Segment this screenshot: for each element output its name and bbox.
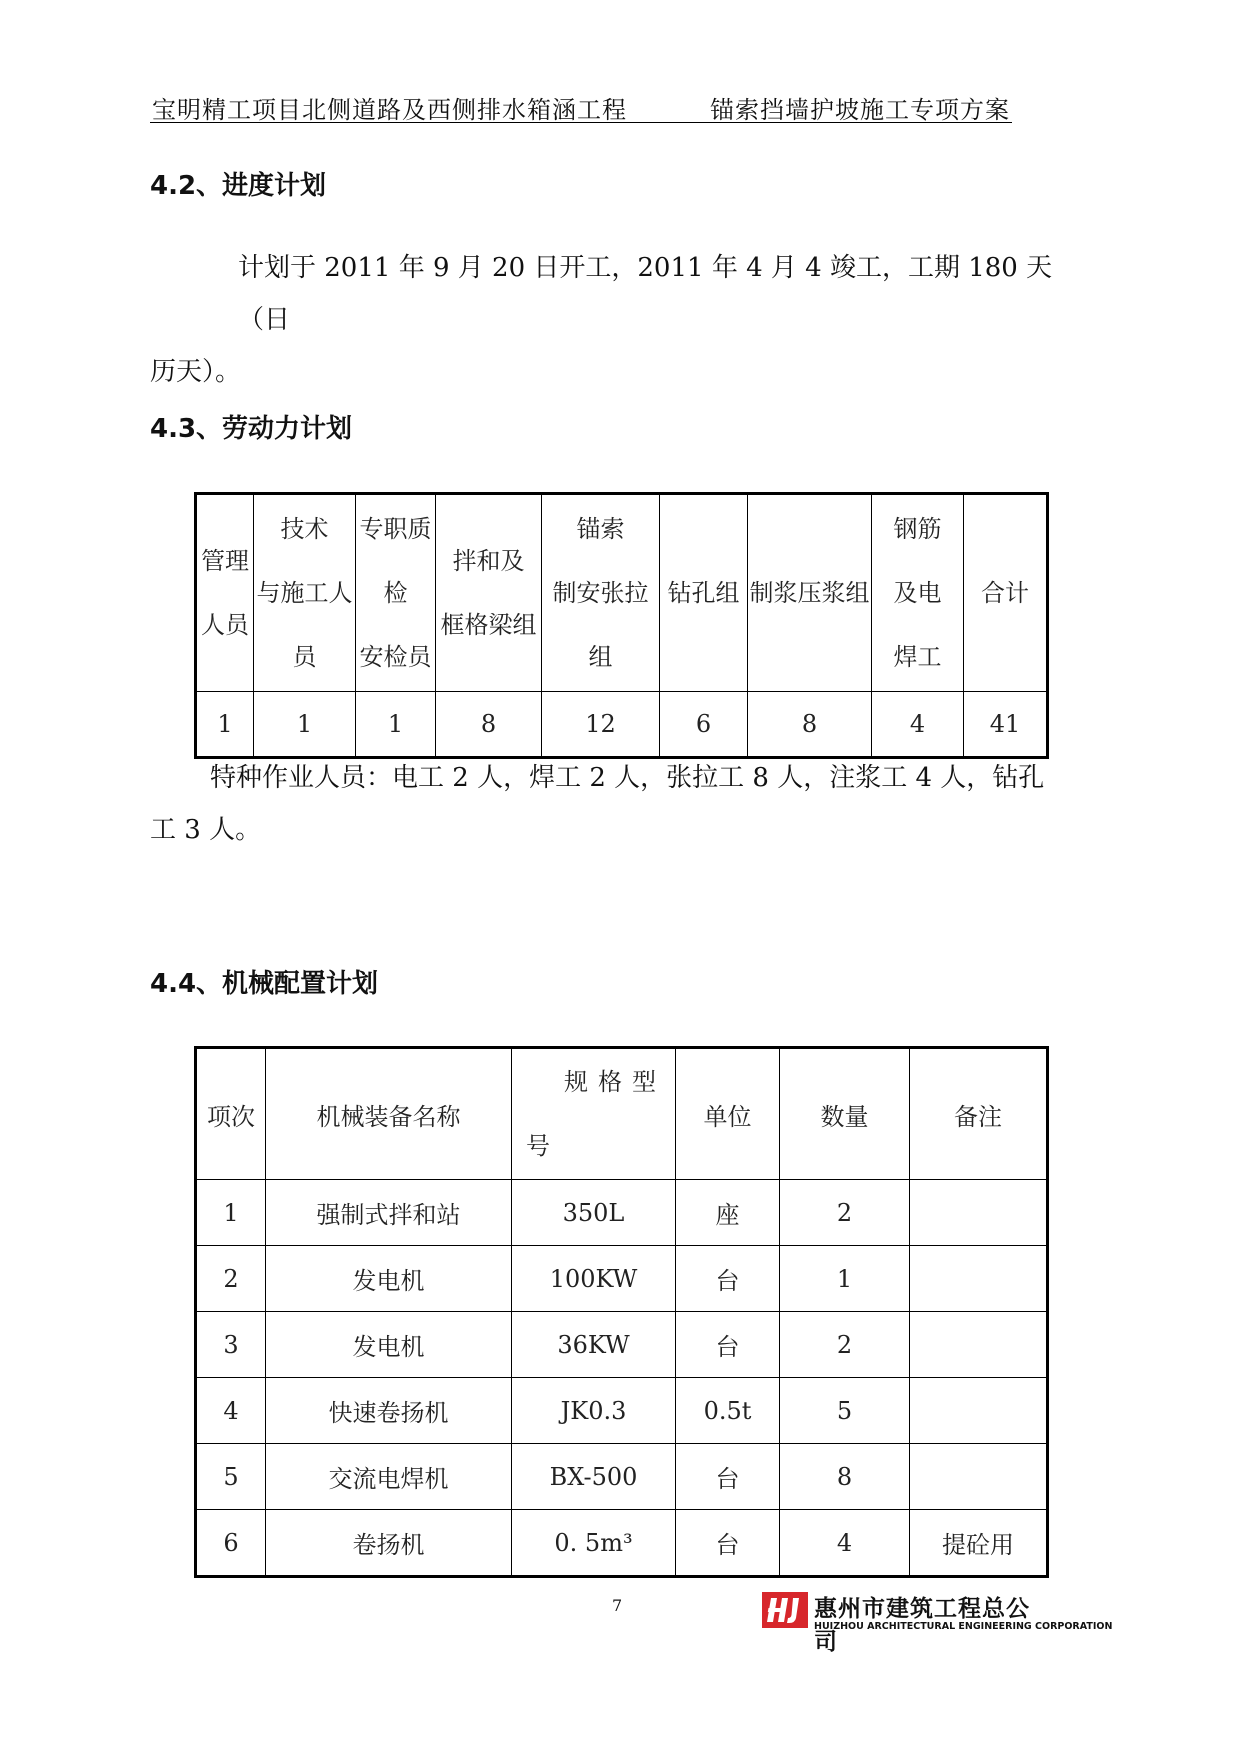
equipment-unit: 台	[676, 1510, 780, 1577]
equipment-header-remark: 备注	[910, 1048, 1048, 1180]
equipment-header-index: 项次	[196, 1048, 266, 1180]
schedule-text-line1: 计划于 2011 年 9 月 20 日开工，2011 年 4 月 4 竣工，工期 180 天（日	[238, 253, 1053, 335]
equipment-remark	[910, 1378, 1048, 1444]
equipment-unit: 0.5t	[676, 1378, 780, 1444]
labor-plan-table	[194, 492, 1049, 759]
table-row	[196, 1246, 1048, 1312]
labor-value-drilling: 6	[660, 692, 748, 758]
equipment-qty: 8	[780, 1444, 910, 1510]
labor-col-anchor-tension: 锚索 制安张拉 组	[542, 494, 660, 692]
labor-value-anchor-tension: 12	[542, 692, 660, 758]
labor-value-total: 41	[964, 692, 1048, 758]
equipment-qty: 2	[780, 1312, 910, 1378]
labor-col-rebar-welding: 钢筋 及电 焊工	[872, 494, 964, 692]
equipment-name: 发电机	[266, 1312, 512, 1378]
table-row	[196, 1378, 1048, 1444]
labor-value-row	[196, 692, 1048, 758]
equipment-name: 卷扬机	[266, 1510, 512, 1577]
equipment-spec: 36KW	[512, 1312, 676, 1378]
equipment-header-name: 机械装备名称	[266, 1048, 512, 1180]
schedule-paragraph	[150, 242, 1090, 398]
equipment-header-qty: 数量	[780, 1048, 910, 1180]
equipment-index: 4	[196, 1378, 266, 1444]
equipment-qty: 2	[780, 1180, 910, 1246]
table-row	[196, 1312, 1048, 1378]
equipment-unit: 台	[676, 1312, 780, 1378]
labor-header-row	[196, 494, 1048, 692]
company-name-en: HUIZHOU ARCHITECTURAL ENGINEERING CORPORATION	[814, 1621, 1113, 1632]
equipment-spec: BX-500	[512, 1444, 676, 1510]
labor-col-management: 管理 人员	[196, 494, 254, 692]
labor-note-line1: 特种作业人员：电工 2 人，焊工 2 人，张拉工 8 人，注浆工 4 人，钻孔	[210, 763, 1045, 793]
equipment-qty: 4	[780, 1510, 910, 1577]
labor-col-inspector: 专职质 检 安检员	[356, 494, 436, 692]
equipment-remark	[910, 1246, 1048, 1312]
labor-value-inspector: 1	[356, 692, 436, 758]
labor-note	[150, 752, 1090, 856]
heading-equipment: 4.4、机械配置计划	[150, 969, 379, 999]
equipment-unit: 台	[676, 1246, 780, 1312]
company-logo	[762, 1590, 1113, 1655]
page-number: 7	[612, 1596, 623, 1615]
equipment-name: 交流电焊机	[266, 1444, 512, 1510]
table-row	[196, 1180, 1048, 1246]
company-logo-icon	[762, 1590, 808, 1630]
equipment-qty: 1	[780, 1246, 910, 1312]
labor-value-mixing-beam: 8	[436, 692, 542, 758]
labor-value-management: 1	[196, 692, 254, 758]
labor-col-mixing-beam: 拌和及 框格梁组	[436, 494, 542, 692]
labor-col-drilling: 钻孔组	[660, 494, 748, 692]
page-header	[150, 90, 1012, 123]
heading-labor: 4.3、劳动力计划	[150, 414, 353, 444]
labor-col-grouting: 制浆压浆组	[748, 494, 872, 692]
table-row	[196, 1510, 1048, 1577]
equipment-remark	[910, 1312, 1048, 1378]
equipment-remark	[910, 1444, 1048, 1510]
equipment-index: 6	[196, 1510, 266, 1577]
equipment-name: 强制式拌和站	[266, 1180, 512, 1246]
equipment-name: 发电机	[266, 1246, 512, 1312]
equipment-index: 3	[196, 1312, 266, 1378]
heading-schedule: 4.2、进度计划	[150, 171, 327, 201]
equipment-remark	[910, 1180, 1048, 1246]
equipment-spec: JK0.3	[512, 1378, 676, 1444]
equipment-index: 1	[196, 1180, 266, 1246]
header-document-title: 锚索挡墙护坡施工专项方案	[710, 96, 1010, 124]
equipment-plan-table	[194, 1046, 1049, 1578]
labor-value-technical: 1	[254, 692, 356, 758]
company-name-cn: 惠州市建筑工程总公司	[814, 1596, 1030, 1655]
equipment-remark: 提砼用	[910, 1510, 1048, 1577]
equipment-unit: 台	[676, 1444, 780, 1510]
labor-col-technical: 技术 与施工人 员	[254, 494, 356, 692]
equipment-spec: 0. 5m³	[512, 1510, 676, 1577]
schedule-text-line2: 历天）。	[150, 357, 242, 387]
equipment-header-row	[196, 1048, 1048, 1180]
header-project-title: 宝明精工项目北侧道路及西侧排水箱涵工程	[152, 96, 627, 124]
equipment-index: 5	[196, 1444, 266, 1510]
labor-value-grouting: 8	[748, 692, 872, 758]
equipment-spec: 350L	[512, 1180, 676, 1246]
equipment-unit: 座	[676, 1180, 780, 1246]
equipment-header-unit: 单位	[676, 1048, 780, 1180]
table-row	[196, 1444, 1048, 1510]
equipment-qty: 5	[780, 1378, 910, 1444]
equipment-name: 快速卷扬机	[266, 1378, 512, 1444]
equipment-index: 2	[196, 1246, 266, 1312]
equipment-header-spec: 规格型 号	[512, 1048, 676, 1180]
labor-col-total: 合计	[964, 494, 1048, 692]
labor-value-rebar-welding: 4	[872, 692, 964, 758]
labor-note-line2: 工 3 人。	[150, 815, 262, 845]
equipment-spec: 100KW	[512, 1246, 676, 1312]
